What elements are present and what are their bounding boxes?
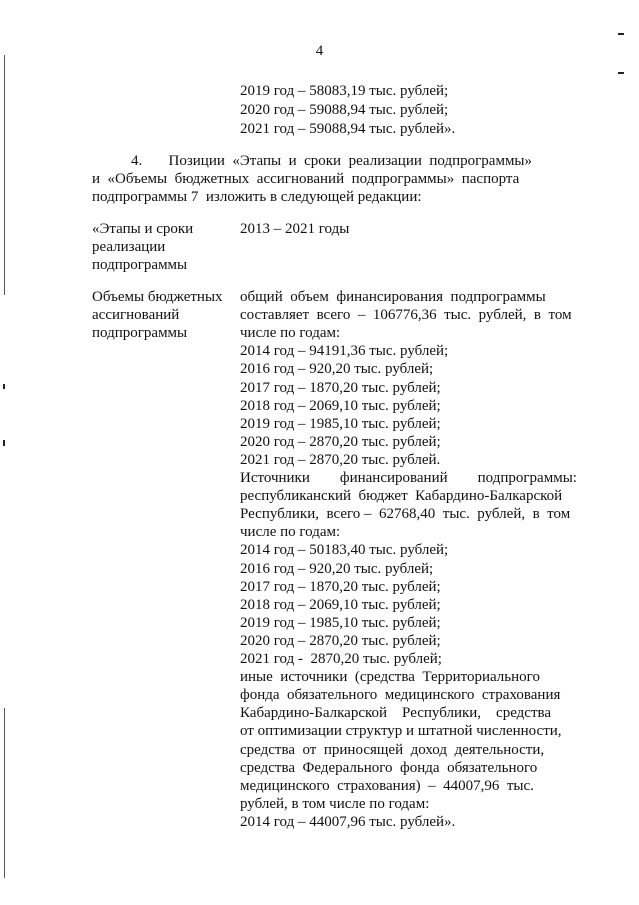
budget-value-line: числе по годам: xyxy=(240,524,341,541)
stages-label-line: подпрограммы xyxy=(92,257,188,273)
budget-label-line: ассигнований xyxy=(92,307,180,323)
budget-value-line: 2014 год – 94191,36 тыс. рублей; xyxy=(240,343,449,360)
item4-line-1: 4. Позиции «Этапы и сроки реализации подпрограммы» xyxy=(131,153,533,169)
budget-value-line: общий объем финансирования подпрограммы xyxy=(240,289,546,305)
budget-value-line: Кабардино-Балкарской Республики, средства xyxy=(240,705,552,722)
item4-line-2: и «Объемы бюджетных ассигнований подпрограммы» паспорта xyxy=(92,171,520,187)
budget-value-line: иные источники (средства Территориального xyxy=(240,669,540,686)
item4-line-3: подпрограммы 7 изложить в следующей редакции: xyxy=(92,189,422,205)
budget-value-line: 2014 год – 44007,96 тыс. рублей». xyxy=(240,813,456,830)
scan-dash-right-1 xyxy=(618,33,624,35)
budget-value-line: 2021 год – 2870,20 тыс. рублей. xyxy=(240,451,441,468)
scan-edge-line-top xyxy=(4,55,5,295)
intro-line: 2019 год – 58083,19 тыс. рублей; xyxy=(240,83,449,99)
budget-value-line: 2016 год – 920,20 тыс. рублей; xyxy=(240,361,434,378)
stages-value: 2013 – 2021 годы xyxy=(240,221,350,237)
budget-value-line: Источники финансирований подпрограммы: xyxy=(240,470,577,486)
budget-value-line: медицинского страхования) – 44007,96 тыс. xyxy=(240,777,534,794)
budget-value-line: 2019 год – 1985,10 тыс. рублей; xyxy=(240,415,441,432)
scan-edge-dot-2 xyxy=(3,440,5,446)
budget-value-line: 2018 год – 2069,10 тыс. рублей; xyxy=(240,596,441,613)
scan-dash-right-2 xyxy=(618,72,624,74)
intro-line: 2021 год – 59088,94 тыс. рублей». xyxy=(240,121,456,137)
budget-label-line: Объемы бюджетных xyxy=(92,289,223,305)
page-number: 4 xyxy=(315,43,324,59)
budget-value-line: 2017 год – 1870,20 тыс. рублей; xyxy=(240,379,441,396)
budget-value-line: составляет всего – 106776,36 тыс. рублей, в том xyxy=(240,307,572,324)
stages-label-line: реализации xyxy=(92,239,166,255)
budget-value-line: 2018 год – 2069,10 тыс. рублей; xyxy=(240,397,441,414)
budget-value-line: 2020 год – 2870,20 тыс. рублей; xyxy=(240,632,441,649)
budget-value-line: 2019 год – 1985,10 тыс. рублей; xyxy=(240,614,441,631)
budget-value-line: 2017 год – 1870,20 тыс. рублей; xyxy=(240,578,441,595)
budget-value-line: фонда обязательного медицинского страхования xyxy=(240,687,561,704)
budget-value-line: 2021 год - 2870,20 тыс. рублей; xyxy=(240,651,442,667)
budget-value-line: средства Федерального фонда обязательного xyxy=(240,759,538,776)
budget-value-line: 2020 год – 2870,20 тыс. рублей; xyxy=(240,433,441,450)
budget-value-line: 2016 год – 920,20 тыс. рублей; xyxy=(240,560,434,577)
budget-value-line: средства от приносящей доход деятельности, xyxy=(240,741,545,758)
scan-edge-line-bottom xyxy=(4,708,5,878)
budget-value-line: 2014 год – 50183,40 тыс. рублей; xyxy=(240,542,449,559)
budget-label-line: подпрограммы xyxy=(92,325,188,341)
budget-value-line: рублей, в том числе по годам: xyxy=(240,795,430,812)
budget-value-line: республиканский бюджет Кабардино-Балкарской xyxy=(240,488,563,505)
intro-line: 2020 год – 59088,94 тыс. рублей; xyxy=(240,102,449,118)
stages-label-line: «Этапы и сроки xyxy=(92,221,194,237)
budget-value-line: от оптимизации структур и штатной численности, xyxy=(240,723,562,740)
budget-value-line: числе по годам: xyxy=(240,325,341,342)
budget-value-line: Республики, всего – 62768,40 тыс. рублей, в том xyxy=(240,506,571,523)
scan-edge-dot-1 xyxy=(3,384,5,389)
